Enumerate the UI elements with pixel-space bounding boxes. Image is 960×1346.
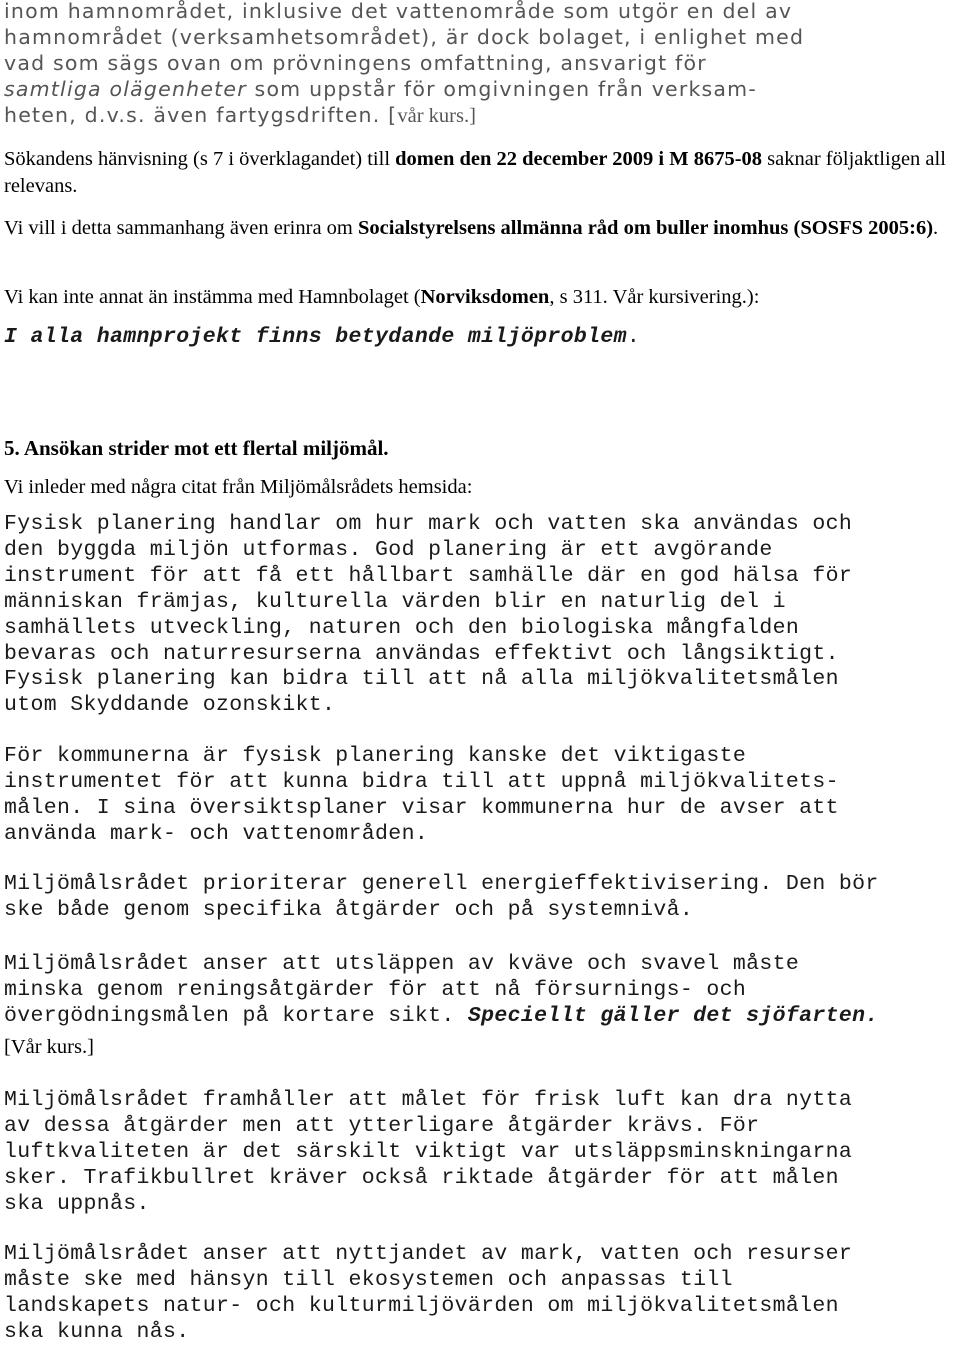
quote-line: använda mark- och vattenområden. — [4, 821, 429, 846]
quote-text: . — [626, 325, 641, 349]
quote-line: måste ske med hänsyn till ekosystemen och anpassas till — [4, 1267, 733, 1292]
intro-line: hamnområdet (verksamhetsområdet), är dock bolaget, i enlighet med — [4, 25, 805, 49]
quote-line: Miljömålsrådet anser att nyttjandet av mark, vatten och resurser — [4, 1242, 853, 1266]
paragraph-text: Vi kan inte annat än instämma med Hamnbolaget ( — [4, 286, 421, 308]
intro-line: heten, d.v.s. även fartygsdriften. [ — [4, 103, 398, 127]
quote-line: övergödningsmålen på kortare sikt. — [4, 1003, 468, 1028]
quote-line: ska uppnås. — [4, 1191, 150, 1216]
quote-line: instrumentet för att kunna bidra till att uppnå miljökvalitets- — [4, 769, 839, 794]
sosfs-reference: Socialstyrelsens allmänna råd om buller inomhus (SOSFS 2005:6) — [358, 217, 934, 239]
quote-line: samhällets utveckling, naturen och den biologiska mångfalden — [4, 615, 800, 640]
course-note: [Vår kurs.] — [4, 1036, 94, 1058]
paragraph-reference — [4, 146, 956, 200]
quote-line: Miljömålsrådet anser att utsläppen av kväve och svavel måste — [4, 952, 800, 976]
quote-line: människan främjas, kulturella värden blir en naturlig del i — [4, 589, 786, 614]
quote-line: För kommunerna är fysisk planering kanske det viktigaste — [4, 744, 747, 768]
quote-hamnprojekt — [4, 325, 956, 351]
paragraph-sosfs — [4, 215, 956, 242]
quote-line: sker. Trafikbullret kräver också riktade åtgärder för att målen — [4, 1165, 839, 1190]
quote-block-emissions — [4, 952, 956, 1030]
court-ruling-reference: domen den 22 december 2009 i M 8675-08 — [395, 148, 763, 170]
paragraph-text: , s 311. Vår kursivering.): — [549, 286, 760, 308]
intro-line: vad som sägs ovan om prövningens omfattning, ansvarigt för — [4, 51, 707, 75]
intro-paragraph — [4, 0, 956, 129]
quote-line: av dessa åtgärder men att ytterligare åtgärder krävs. För — [4, 1113, 760, 1138]
quote-line: ske både genom specifika åtgärder och på systemnivå. — [4, 897, 694, 922]
quote-line: instrument för att få ett hållbart samhälle där en god hälsa för — [4, 563, 853, 588]
paragraph-text: saknar följaktligen all relevans. — [4, 148, 946, 197]
quote-block-energy — [4, 872, 956, 924]
paragraph-norvik — [4, 284, 956, 311]
quote-line: den byggda miljön utformas. God planering är ett avgörande — [4, 537, 773, 562]
quote-line: luftkvaliteten är det särskilt viktigt var utsläppsminskningarna — [4, 1139, 853, 1164]
quote-line: Miljömålsrådet prioriterar generell energieffektivisering. Den bör — [4, 872, 879, 896]
paragraph-text: Vi vill i detta sammanhang även erinra om — [4, 217, 358, 239]
paragraph-text: . — [933, 217, 939, 239]
course-note: vår kurs.] — [397, 105, 476, 127]
quote-block-land-use — [4, 1242, 956, 1346]
emphasized-shipping-text: Speciellt gäller det sjöfarten. — [467, 1003, 879, 1028]
quote-block-municipalities — [4, 744, 956, 848]
quote-block-air — [4, 1088, 956, 1218]
intro-italic-text: samtliga olägenheter — [4, 77, 247, 101]
quote-line: utom Skyddande ozonskikt. — [4, 693, 336, 718]
section-heading: 5. Ansökan strider mot ett flertal miljömål. — [4, 436, 389, 460]
quote-line: Miljömålsrådet framhåller att målet för frisk luft kan dra nytta — [4, 1088, 853, 1112]
quote-line: Fysisk planering kan bidra till att nå alla miljökvalitetsmålen — [4, 667, 839, 692]
quote-line: minska genom reningsåtgärder för att nå försurnings- och — [4, 977, 747, 1002]
paragraph-text: Sökandens hänvisning (s 7 i överklagandet) till — [4, 148, 396, 170]
intro-line: inom hamnområdet, inklusive det vattenområde som utgör en del av — [4, 0, 793, 23]
quote-line: bevaras och naturresurserna användas effektivt och långsiktigt. — [4, 641, 839, 666]
quote-line: målen. I sina översiktsplaner visar kommunerna hur de avser att — [4, 795, 839, 820]
quote-text: I alla hamnprojekt finns betydande miljöproblem — [4, 325, 627, 349]
quote-line: ska kunna nås. — [4, 1319, 190, 1344]
quote-block-planning — [4, 512, 956, 719]
quote-line: Fysisk planering handlar om hur mark och vatten ska användas och — [4, 512, 853, 536]
norvik-reference: Norviksdomen — [420, 286, 550, 308]
intro-line: som uppstår för omgivningen från verksam- — [246, 77, 757, 101]
quote-line: landskapets natur- och kulturmiljövärden om miljökvalitetsmålen — [4, 1293, 839, 1318]
section-intro: Vi inleder med några citat från Miljömålsrådets hemsida: — [4, 476, 473, 498]
